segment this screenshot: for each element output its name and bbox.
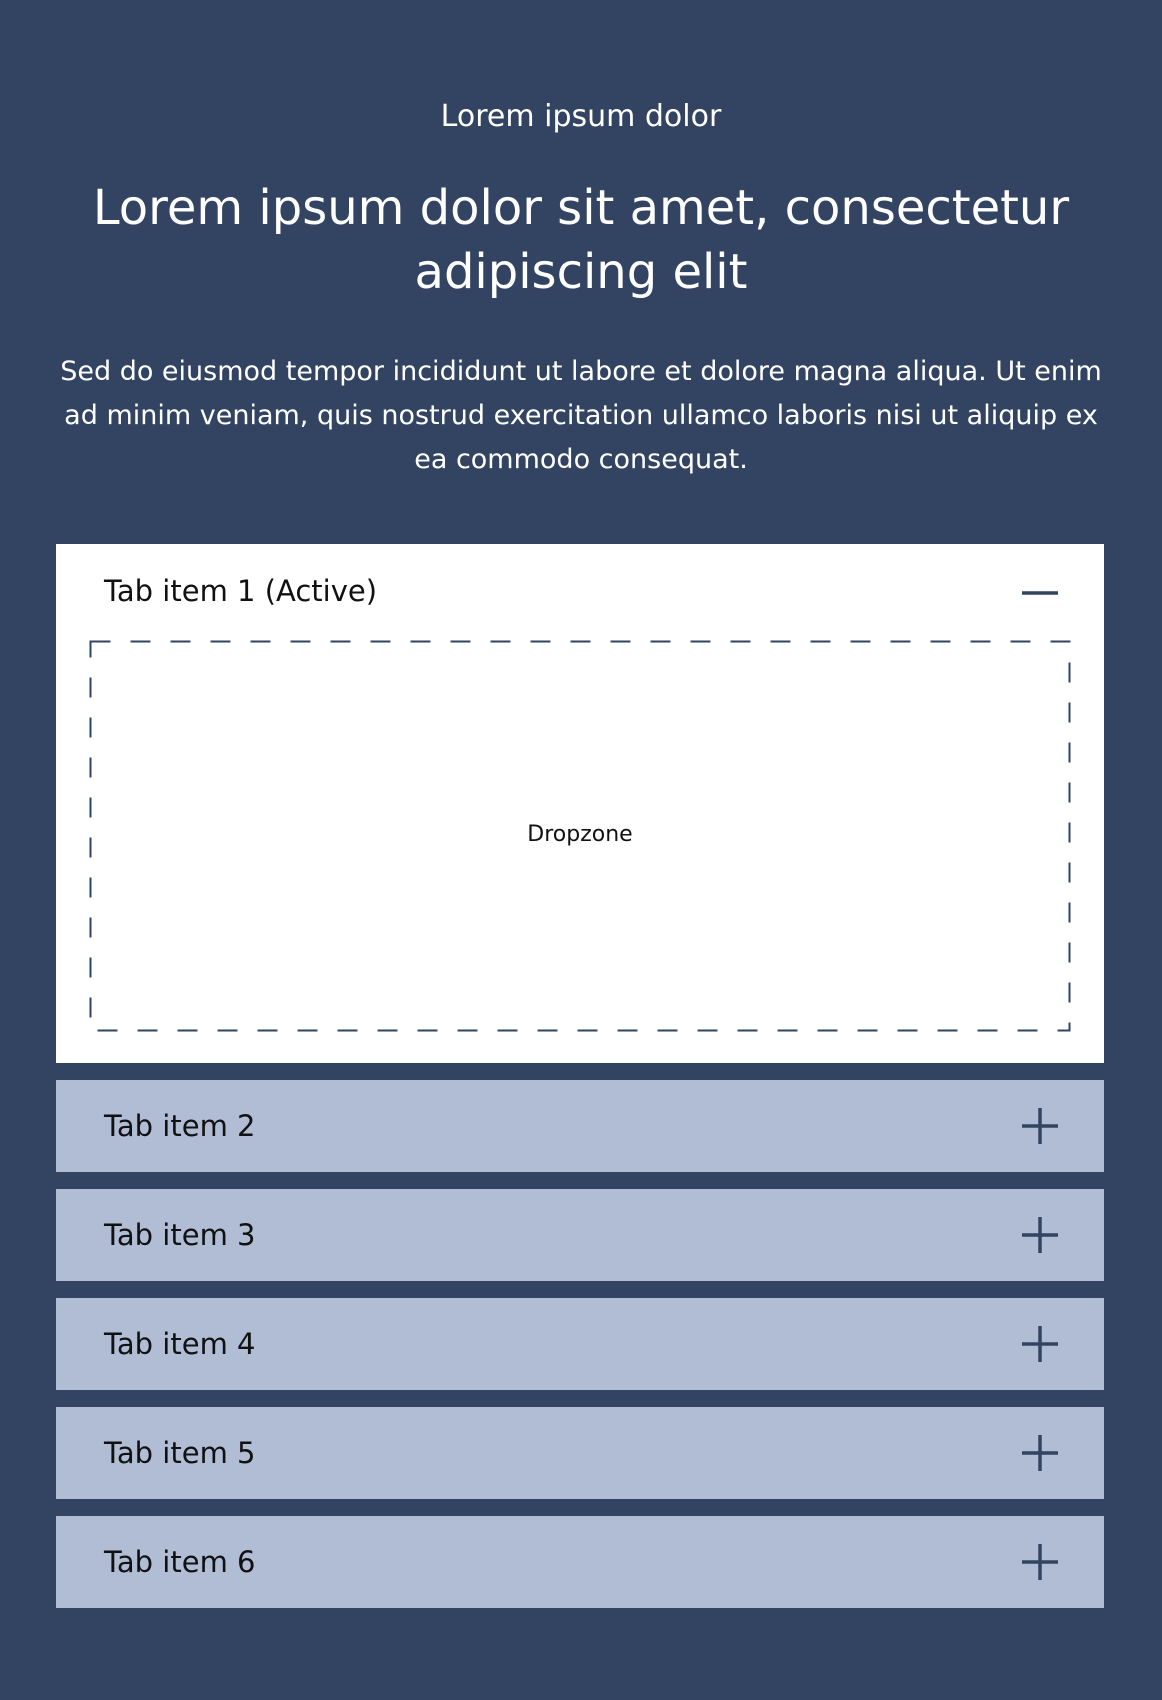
page-headline: Lorem ipsum dolor sit amet, consectetur adipiscing elit — [92, 180, 1070, 300]
minus-icon[interactable] — [1020, 572, 1060, 612]
dropzone[interactable] — [89, 640, 1071, 1032]
accordion-item-label: Tab item 2 — [104, 1109, 256, 1143]
accordion-item-label: Tab item 4 — [104, 1327, 256, 1361]
plus-icon[interactable] — [1020, 1433, 1060, 1473]
accordion-item-3[interactable] — [56, 1189, 1104, 1281]
accordion-item-1 — [56, 544, 1104, 1063]
dropzone-label: Dropzone — [527, 822, 633, 847]
accordion-item-2[interactable] — [56, 1080, 1104, 1172]
plus-icon[interactable] — [1020, 1106, 1060, 1146]
accordion-item-label[interactable]: Tab item 1 (Active) — [104, 574, 378, 608]
accordion-item-5[interactable] — [56, 1407, 1104, 1499]
accordion-item-6[interactable] — [56, 1516, 1104, 1608]
plus-icon[interactable] — [1020, 1215, 1060, 1255]
lead-paragraph: Sed do eiusmod tempor incididunt ut labore et dolore magna aliqua. Ut enim ad minim veniam, quis nostrud exercitation ullamco laboris nisi ut aliquip ex ea commodo consequat. — [60, 356, 1102, 475]
accordion — [56, 544, 1104, 1608]
accordion-item-label: Tab item 5 — [104, 1436, 256, 1470]
accordion-item-label: Tab item 6 — [104, 1545, 256, 1579]
accordion-item-4[interactable] — [56, 1298, 1104, 1390]
plus-icon[interactable] — [1020, 1542, 1060, 1582]
eyebrow-text: Lorem ipsum dolor — [440, 99, 722, 134]
accordion-item-label: Tab item 3 — [104, 1218, 256, 1252]
plus-icon[interactable] — [1020, 1324, 1060, 1364]
